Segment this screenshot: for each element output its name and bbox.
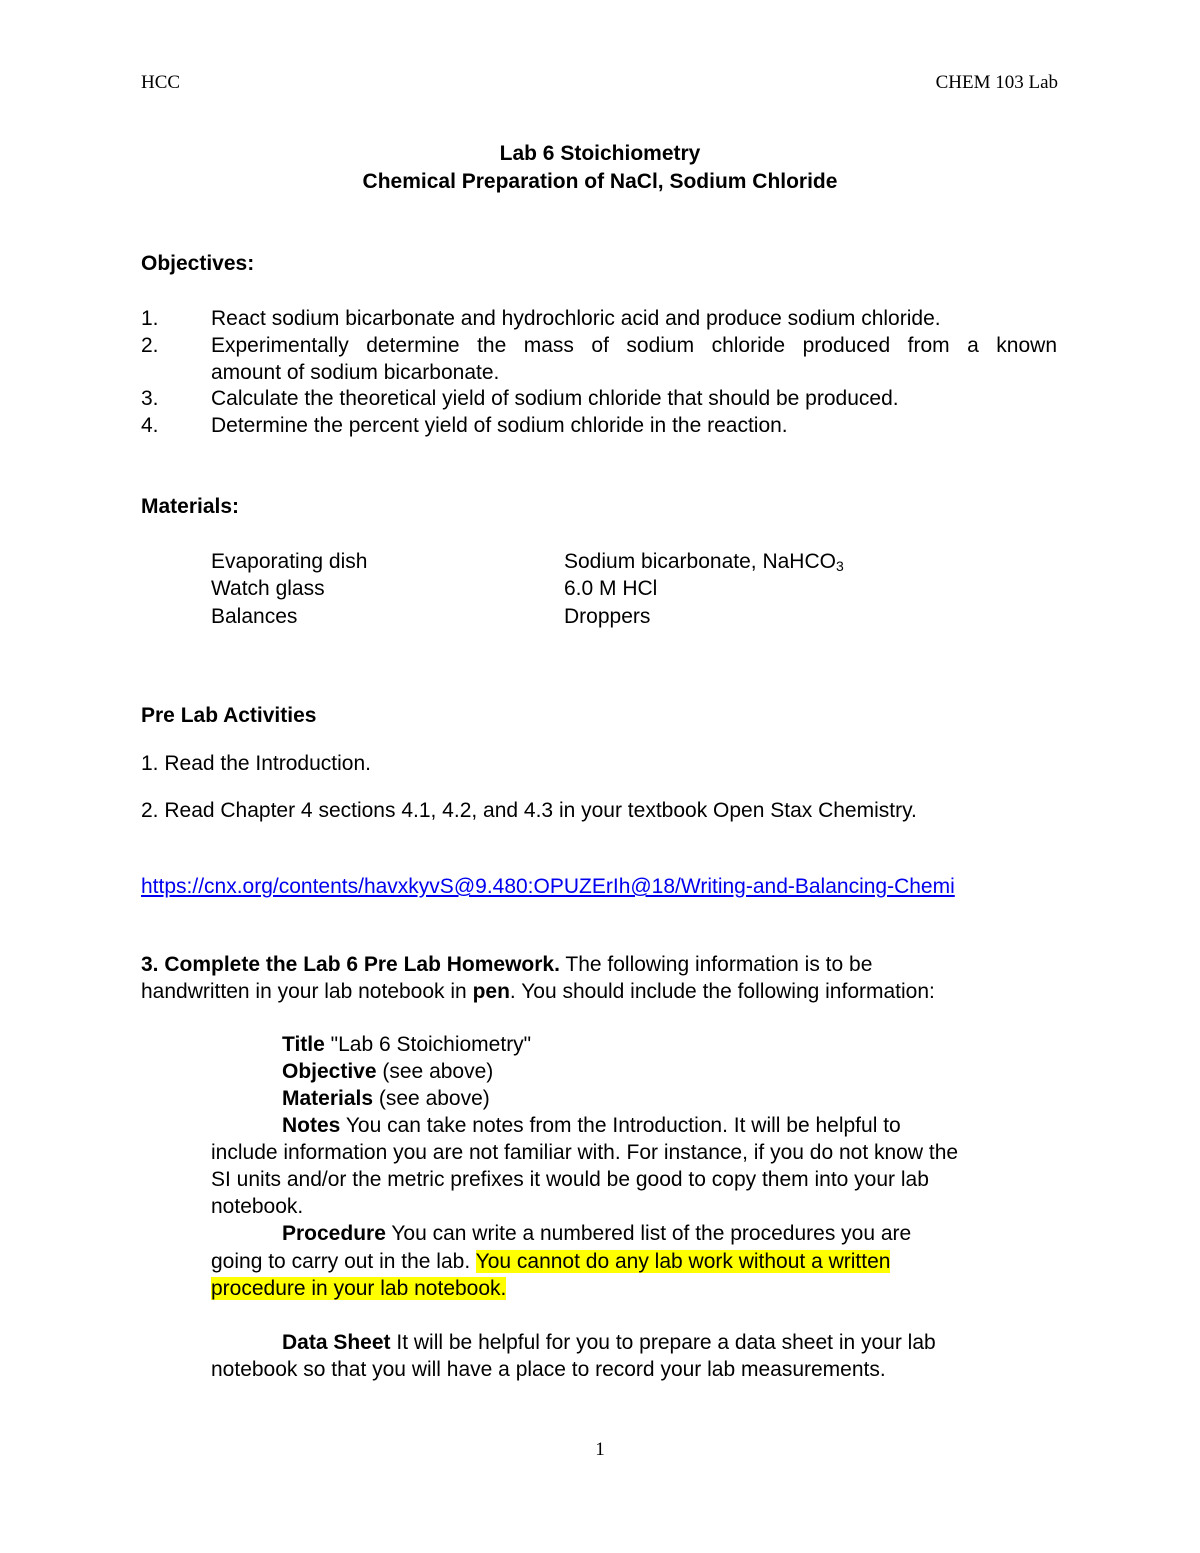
- material-item: 6.0 M HCl: [564, 577, 658, 600]
- prelab-heading: Pre Lab Activities: [141, 704, 317, 727]
- prelab-item: [141, 951, 872, 978]
- subscript: 3: [835, 558, 844, 574]
- objective-text: Calculate the theoretical yield of sodium chloride that should be produced.: [211, 387, 899, 410]
- notebook-datasheet-line: [282, 1329, 936, 1356]
- value: (see above): [376, 1060, 494, 1083]
- prelab-item-bold: 3. Complete the Lab 6 Pre Lab Homework.: [141, 953, 560, 976]
- label: Data Sheet: [282, 1331, 391, 1354]
- text-run: handwritten in your lab notebook in: [141, 980, 473, 1003]
- notebook-notes-continued: SI units and/or the metric prefixes it would be good to copy them into your lab: [211, 1168, 929, 1191]
- header-left: HCC: [141, 72, 181, 93]
- page-number: 1: [595, 1439, 605, 1460]
- objectives-heading: Objectives:: [141, 252, 255, 275]
- objective-text: Determine the percent yield of sodium chloride in the reaction.: [211, 414, 788, 437]
- value: You can take notes from the Introduction. It will be helpful to: [340, 1114, 901, 1137]
- objective-number: 2.: [141, 334, 159, 357]
- material-item: Evaporating dish: [211, 550, 368, 573]
- header-right: CHEM 103 Lab: [935, 72, 1058, 93]
- objective-text: Experimentally determine the mass of sodium chloride produced from a known: [211, 334, 1057, 357]
- text-run: going to carry out in the lab.: [211, 1250, 476, 1273]
- materials-heading: Materials:: [141, 495, 240, 518]
- highlighted-warning: procedure in your lab notebook.: [211, 1277, 507, 1300]
- objective-text-continued: amount of sodium bicarbonate.: [211, 361, 500, 384]
- value: (see above): [373, 1087, 490, 1110]
- highlighted-warning: You cannot do any lab work without a written: [475, 1250, 891, 1273]
- material-item: Watch glass: [211, 577, 325, 600]
- objective-text: React sodium bicarbonate and hydrochloric acid and produce sodium chloride.: [211, 307, 941, 330]
- notebook-title-line: [282, 1031, 531, 1058]
- material-item-text: Sodium bicarbonate, NaHCO: [564, 550, 836, 573]
- notebook-objective-line: [282, 1058, 493, 1085]
- notebook-materials-line: [282, 1085, 490, 1112]
- notebook-notes-continued: notebook.: [211, 1195, 304, 1218]
- label: Objective: [282, 1060, 377, 1083]
- label: Materials: [282, 1087, 374, 1110]
- pen-emphasis: pen: [472, 980, 510, 1003]
- notebook-procedure-continued: [211, 1248, 890, 1275]
- value: "Lab 6 Stoichiometry": [324, 1033, 532, 1056]
- label: Procedure: [282, 1222, 386, 1245]
- prelab-item: 2. Read Chapter 4 sections 4.1, 4.2, and 4.3 in your textbook Open Stax Chemistry.: [141, 799, 917, 822]
- prelab-item-text: The following information is to be: [559, 953, 873, 976]
- label: Title: [282, 1033, 325, 1056]
- value: It will be helpful for you to prepare a data sheet in your lab: [390, 1331, 936, 1354]
- prelab-item-continued: [141, 978, 935, 1005]
- document-title: Lab 6 Stoichiometry: [499, 142, 701, 165]
- objective-number: 1.: [141, 307, 159, 330]
- notebook-procedure-line: [282, 1220, 911, 1247]
- material-item: Balances: [211, 605, 298, 628]
- material-item: Droppers: [564, 605, 651, 628]
- value: You can write a numbered list of the procedures you are: [385, 1222, 912, 1245]
- notebook-notes-continued: include information you are not familiar with. For instance, if you do not know the: [211, 1141, 959, 1164]
- notebook-datasheet-continued: notebook so that you will have a place to record your lab measurements.: [211, 1358, 886, 1381]
- objective-number: 4.: [141, 414, 159, 437]
- textbook-link[interactable]: https://cnx.org/contents/havxkyvS@9.480:OPUZErIh@18/Writing-and-Balancing-Chemi: [141, 875, 955, 898]
- objective-number: 3.: [141, 387, 159, 410]
- text-run: . You should include the following information:: [509, 980, 935, 1003]
- notebook-procedure-continued: [211, 1275, 506, 1302]
- document-subtitle: Chemical Preparation of NaCl, Sodium Chloride: [362, 170, 838, 193]
- prelab-item: 1. Read the Introduction.: [141, 752, 371, 775]
- label: Notes: [282, 1114, 341, 1137]
- notebook-notes-line: [282, 1112, 901, 1139]
- material-item: [564, 548, 844, 575]
